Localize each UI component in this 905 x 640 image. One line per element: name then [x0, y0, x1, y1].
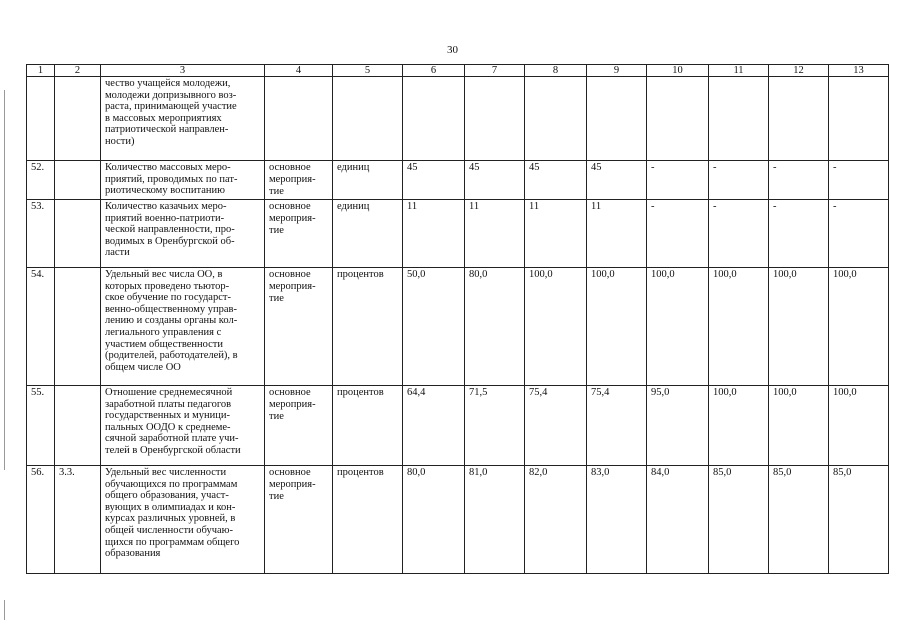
row-number: 56.: [27, 466, 55, 574]
column-header-12: 12: [769, 65, 829, 77]
value-cell: [647, 77, 709, 161]
value-cell: 85,0: [829, 466, 889, 574]
page-number: 30: [447, 44, 458, 56]
indicator-name-line: пальных ООДО к среднеме-: [105, 421, 231, 433]
activity-type-line: основное: [269, 467, 311, 478]
activity-type-line: мероприя-: [269, 479, 316, 490]
indicator-name-line: раста, принимающей участие: [105, 101, 237, 113]
indicator-name: [101, 161, 265, 200]
indicator-name-line: общей численности обучаю-: [105, 524, 234, 536]
unit-cell: процентов: [333, 268, 403, 386]
unit-cell: процентов: [333, 466, 403, 574]
indicator-name: [101, 268, 265, 386]
scan-edge-mark: [4, 600, 5, 620]
indicator-name-line: государственных и муници-: [105, 410, 231, 422]
value-cell: 45: [587, 161, 647, 200]
subprogram-code: 3.3.: [55, 466, 101, 574]
subprogram-code: [55, 268, 101, 386]
column-header-5: 5: [333, 65, 403, 77]
indicator-name-line: образования: [105, 548, 161, 560]
unit-cell: процентов: [333, 386, 403, 466]
column-header-2: 2: [55, 65, 101, 77]
activity-type-line: мероприя-: [269, 174, 316, 185]
activity-type-line: основное: [269, 269, 311, 280]
value-cell: 100,0: [769, 268, 829, 386]
activity-type-line: мероприя-: [269, 399, 316, 410]
value-cell: 11: [465, 200, 525, 268]
value-cell: 81,0: [465, 466, 525, 574]
indicator-name: [101, 200, 265, 268]
indicator-name-line: Удельный вес числа ОО, в: [105, 269, 223, 280]
indicator-name-line: венно-общественному управ-: [105, 303, 237, 315]
value-cell: 100,0: [769, 386, 829, 466]
row-number: 52.: [27, 161, 55, 200]
indicator-name: [101, 77, 265, 161]
indicator-name-line: патриотической направлен-: [105, 124, 229, 136]
value-cell: [769, 77, 829, 161]
indicator-name-line: ское обучение по государст-: [105, 292, 231, 304]
activity-type: [265, 386, 333, 466]
indicator-name-line: риотическому воспитанию: [105, 185, 225, 197]
row-number: 54.: [27, 268, 55, 386]
subprogram-code: [55, 77, 101, 161]
indicator-name: [101, 386, 265, 466]
indicator-name-line: сячной заработной плате учи-: [105, 433, 239, 445]
row-number: [27, 77, 55, 161]
value-cell: 100,0: [709, 386, 769, 466]
indicator-name-line: водимых в Оренбургской об-: [105, 235, 235, 247]
value-cell: 45: [465, 161, 525, 200]
activity-type: [265, 77, 333, 161]
indicator-name-line: общего образования, участ-: [105, 490, 229, 502]
unit-cell: [333, 77, 403, 161]
activity-type-line: основное: [269, 162, 311, 173]
value-cell: [709, 77, 769, 161]
table-row: [27, 466, 889, 574]
value-cell: 45: [403, 161, 465, 200]
indicator-name-line: ности): [105, 135, 135, 147]
indicator-name-line: обучающихся по программам: [105, 478, 238, 490]
indicator-name-line: щихся по программам общего: [105, 536, 240, 548]
activity-type-line: мероприя-: [269, 281, 316, 292]
value-cell: 84,0: [647, 466, 709, 574]
row-number: 55.: [27, 386, 55, 466]
value-cell: 64,4: [403, 386, 465, 466]
indicator-name-line: заработной платы педагогов: [105, 398, 232, 410]
subprogram-code: [55, 200, 101, 268]
value-cell: 75,4: [587, 386, 647, 466]
activity-type: [265, 466, 333, 574]
value-cell: 80,0: [403, 466, 465, 574]
activity-type-line: тие: [269, 293, 284, 304]
indicator-name-line: (родителей, работодателей), в: [105, 350, 238, 362]
indicator-name-line: Удельный вес численности: [105, 467, 227, 478]
indicator-name-line: чество учащейся молодежи,: [105, 78, 231, 89]
unit-cell: единиц: [333, 161, 403, 200]
value-cell: 95,0: [647, 386, 709, 466]
indicator-name-line: которых проведено тьютор-: [105, 280, 230, 292]
value-cell: 11: [403, 200, 465, 268]
activity-type-line: тие: [269, 186, 284, 197]
value-cell: 100,0: [829, 386, 889, 466]
indicator-table: [26, 64, 889, 574]
value-cell: 80,0: [465, 268, 525, 386]
value-cell: -: [647, 161, 709, 200]
value-cell: [465, 77, 525, 161]
value-cell: [525, 77, 587, 161]
activity-type-line: тие: [269, 225, 284, 236]
value-cell: -: [709, 200, 769, 268]
value-cell: 85,0: [709, 466, 769, 574]
value-cell: 85,0: [769, 466, 829, 574]
value-cell: 50,0: [403, 268, 465, 386]
indicator-name-line: Количество массовых меро-: [105, 162, 231, 173]
activity-type-line: мероприя-: [269, 213, 316, 224]
activity-type: [265, 200, 333, 268]
indicator-name-line: ческой направленности, про-: [105, 224, 235, 236]
activity-type-line: тие: [269, 491, 284, 502]
column-header-11: 11: [709, 65, 769, 77]
table-row: [27, 268, 889, 386]
indicator-name-line: участием общественности: [105, 338, 224, 350]
value-cell: -: [769, 161, 829, 200]
table-row: [27, 161, 889, 200]
indicator-name-line: ласти: [105, 247, 130, 259]
table-row: [27, 77, 889, 161]
table-row: [27, 200, 889, 268]
column-header-1: 1: [27, 65, 55, 77]
subprogram-code: [55, 386, 101, 466]
activity-type-line: тие: [269, 411, 284, 422]
value-cell: 75,4: [525, 386, 587, 466]
indicator-name-line: телей в Оренбургской области: [105, 444, 241, 456]
activity-type: [265, 161, 333, 200]
indicator-name-line: молодежи допризывного воз-: [105, 89, 237, 101]
subprogram-code: [55, 161, 101, 200]
indicator-name-line: в массовых мероприятиях: [105, 112, 222, 124]
table-body: [27, 77, 889, 574]
column-header-10: 10: [647, 65, 709, 77]
indicator-name-line: приятий, проводимых по пат-: [105, 173, 238, 185]
indicator-name-line: легиального управления с: [105, 326, 222, 338]
value-cell: -: [829, 161, 889, 200]
value-cell: 100,0: [525, 268, 587, 386]
value-cell: 11: [587, 200, 647, 268]
indicator-name-line: приятий военно-патриоти-: [105, 212, 225, 224]
value-cell: 11: [525, 200, 587, 268]
column-header-8: 8: [525, 65, 587, 77]
scan-edge-mark: [4, 90, 5, 470]
indicator-name-line: курсах различных уровней, в: [105, 513, 236, 525]
column-header-6: 6: [403, 65, 465, 77]
value-cell: 100,0: [829, 268, 889, 386]
row-number: 53.: [27, 200, 55, 268]
indicator-name-line: Отношение среднемесячной: [105, 387, 233, 398]
indicator-name-line: вующих в олимпиадах и кон-: [105, 501, 236, 513]
column-header-7: 7: [465, 65, 525, 77]
column-header-9: 9: [587, 65, 647, 77]
indicator-name-line: общем числе ОО: [105, 361, 181, 373]
value-cell: 100,0: [709, 268, 769, 386]
value-cell: -: [769, 200, 829, 268]
value-cell: 83,0: [587, 466, 647, 574]
header-row: [27, 65, 889, 77]
value-cell: 100,0: [587, 268, 647, 386]
indicator-name-line: лению и созданы органы кол-: [105, 315, 238, 327]
indicator-name: [101, 466, 265, 574]
value-cell: 100,0: [647, 268, 709, 386]
value-cell: [587, 77, 647, 161]
value-cell: [403, 77, 465, 161]
column-header-13: 13: [829, 65, 889, 77]
value-cell: -: [647, 200, 709, 268]
activity-type-line: основное: [269, 387, 311, 398]
value-cell: 45: [525, 161, 587, 200]
value-cell: 82,0: [525, 466, 587, 574]
activity-type-line: основное: [269, 201, 311, 212]
value-cell: -: [709, 161, 769, 200]
column-header-4: 4: [265, 65, 333, 77]
column-header-3: 3: [101, 65, 265, 77]
value-cell: 71,5: [465, 386, 525, 466]
indicator-name-line: Количество казачьих меро-: [105, 201, 227, 212]
activity-type: [265, 268, 333, 386]
unit-cell: единиц: [333, 200, 403, 268]
value-cell: -: [829, 200, 889, 268]
table-row: [27, 386, 889, 466]
value-cell: [829, 77, 889, 161]
